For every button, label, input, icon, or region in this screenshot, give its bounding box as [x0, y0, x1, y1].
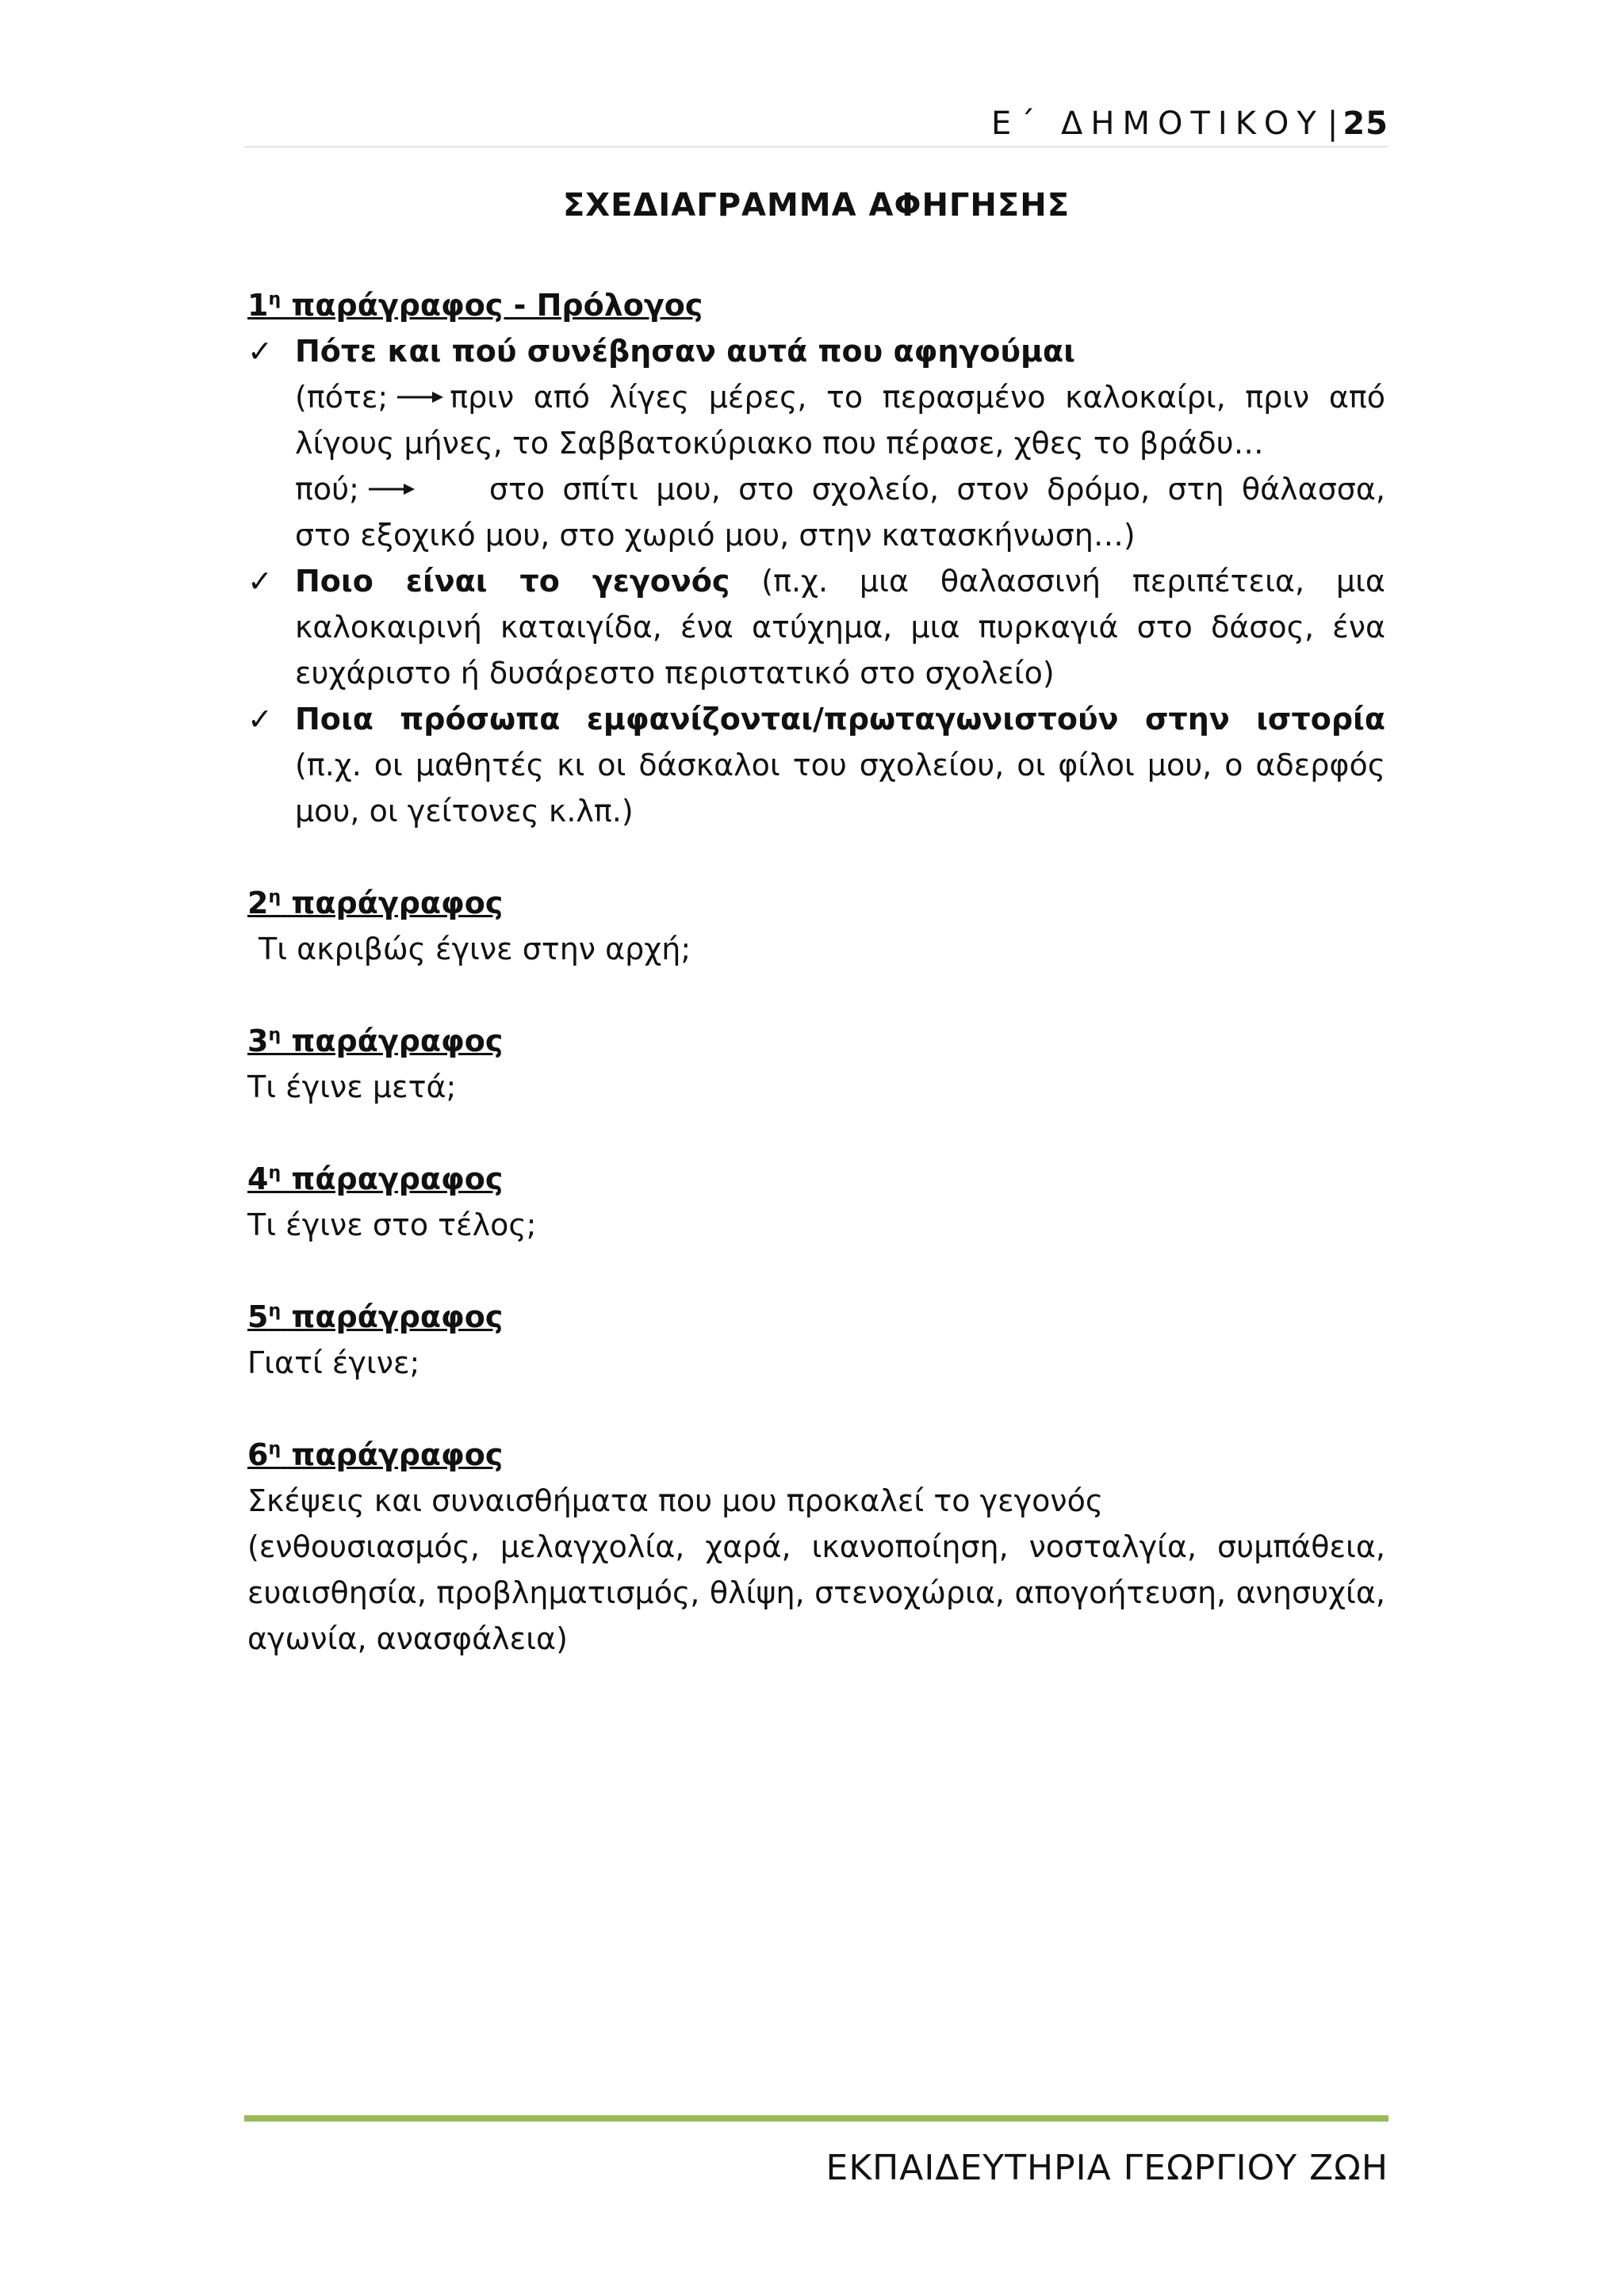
item-where-text: πού; στο σπίτι μου, στο σχολείο, στον δρόμο, στη θάλασσα, στο εξοχικό μου, στο χωριό μου, στην κατασκήνωση…) [295, 472, 1385, 553]
paragraph-5-text: Γιατί έγινε; [247, 1345, 420, 1380]
item-heading-when-where: Πότε και πού συνέβησαν αυτά που αφηγούμαι [295, 334, 1075, 369]
page-header [244, 101, 1388, 146]
item-heading-event: Ποιο είναι το γεγονός [295, 564, 730, 599]
check-item-when-where [247, 328, 1385, 558]
check-item-event [247, 558, 1385, 696]
check-item-persons [247, 696, 1385, 834]
footer-author: ΕΚΠΑΙΔΕΥΤΗΡΙΑ ΓΕΩΡΓΙΟΥ ΖΩΗ [825, 2148, 1388, 2188]
item-persons-text: (π.χ. οι μαθητές κι οι δάσκαλοι του σχολείου, οι φίλοι μου, ο αδερφός μου, οι γείτονες κ.λπ.) [295, 748, 1385, 828]
paragraph-5-heading: $5^\eta$ παράγραφος [247, 1299, 504, 1334]
item-heading-persons: Ποια πρόσωπα εμφανίζονται/πρωταγωνιστούν στην ιστορία [295, 702, 1385, 737]
page-number: 25 [1342, 105, 1388, 142]
paragraph-2-heading: $2^\eta$ παράγραφος [247, 886, 504, 920]
paragraph-3-text: Τι έγινε μετά; [247, 1070, 457, 1104]
outline-content [247, 282, 1385, 1662]
header-separator: | [1327, 105, 1339, 142]
paragraph-4-heading: $4^\eta$ πάραγραφος [247, 1161, 504, 1196]
header-grade: Ε΄ ΔΗΜΟΤΙΚΟΥ [991, 105, 1324, 142]
checkmark-icon: ✓ [247, 702, 273, 737]
paragraph-1-heading: $1^\eta$ παράγραφος - Πρόλογος [247, 288, 703, 323]
paragraph-6-heading: $6^\eta$ παράγραφος [247, 1437, 504, 1472]
checkmark-icon: ✓ [247, 334, 273, 369]
item-when-text: (πότε; πριν από λίγες μέρες, το περασμένο καλοκαίρι, πριν από λίγους μήνες, το Σαββατοκύριακο που πέρασε, χθες το βράδυ… [295, 380, 1385, 461]
paragraph-6-text: Σκέψεις και συναισθήματα που μου προκαλεί το γεγονός [247, 1483, 1104, 1518]
right-arrow-icon [396, 389, 445, 405]
page-title: ΣΧΕΔΙΑΓΡΑΜΜΑ ΑΦΗΓΗΣΗΣ [562, 187, 1071, 224]
paragraph-6-emotions: (ενθουσιασμός, μελαγχολία, χαρά, ικανοποίηση, νοσταλγία, συμπάθεια, ευαισθησία, προβληματισμός, θλίψη, στενοχώρια, απογοήτευση, ανησυχία, αγωνία, ανασφάλεια) [247, 1529, 1385, 1656]
checkmark-icon: ✓ [247, 564, 273, 599]
paragraph-4-text: Τι έγινε στο τέλος; [247, 1207, 537, 1242]
header-rule [244, 146, 1388, 147]
right-arrow-icon [367, 481, 416, 497]
paragraph-3-heading: $3^\eta$ παράγραφος [247, 1024, 504, 1058]
item-event-text: (π.χ. μια θαλασσινή περιπέτεια, μια καλοκαιρινή καταιγίδα, ένα ατύχημα, μια πυρκαγιά στο δάσος, ένα ευχάριστο ή δυσάρεστο περιστατικό στο σχολείο) [295, 564, 1385, 691]
footer-rule [244, 2115, 1388, 2122]
paragraph-2-text: Τι ακριβώς έγινε στην αρχή; [259, 932, 691, 966]
